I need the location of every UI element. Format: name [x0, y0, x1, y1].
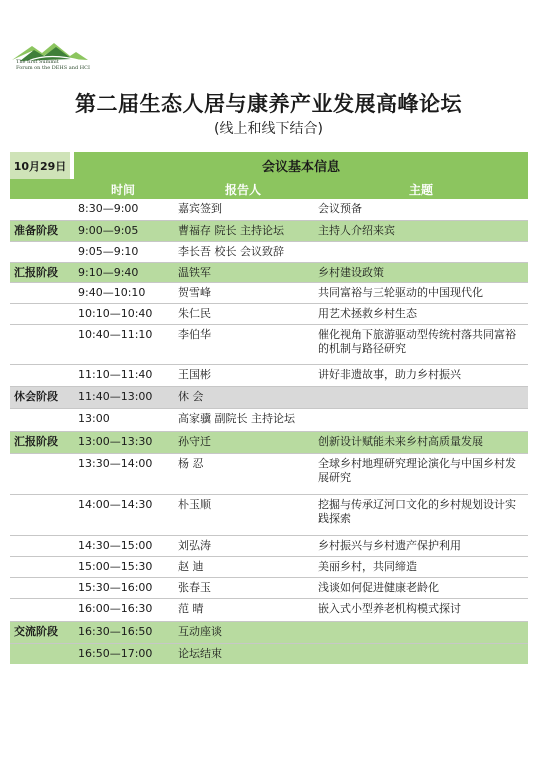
page-title: 第二届生态人居与康养产业发展高峰论坛 — [75, 92, 462, 116]
speaker-cell: 范 晴 — [178, 602, 204, 615]
topic-cell — [314, 242, 528, 262]
time-cell: 8:30—9:00 — [78, 202, 139, 215]
speaker-cell: 互动座谈 — [178, 625, 222, 638]
speaker-cell: 休 会 — [178, 390, 204, 403]
topic-cell — [314, 644, 528, 664]
table-row — [10, 622, 528, 643]
logo-line-2: Forum on the DEHS and HCI — [16, 65, 90, 71]
speaker-cell: 李伯华 — [178, 328, 211, 341]
speaker-cell: 刘弘涛 — [178, 539, 211, 552]
table-row — [10, 304, 528, 324]
stage-cell — [10, 304, 74, 324]
stage-cell: 准备阶段 — [14, 224, 58, 237]
time-cell: 15:30—16:00 — [78, 581, 153, 594]
table-row — [10, 283, 528, 303]
stage-cell — [10, 578, 74, 598]
speaker-cell: 杨 忍 — [178, 457, 204, 470]
time-column-header: 时间 — [110, 182, 135, 197]
forum-logo — [10, 40, 90, 80]
stage-cell: 休会阶段 — [14, 390, 58, 403]
topic-cell — [314, 409, 528, 431]
speaker-column-header: 报告人 — [224, 182, 261, 197]
time-cell: 9:40—10:10 — [78, 286, 146, 299]
time-cell: 16:50—17:00 — [78, 647, 153, 660]
stage-cell — [10, 409, 74, 431]
time-cell: 9:05—9:10 — [78, 245, 139, 258]
table-row — [10, 199, 528, 220]
stage-cell — [10, 454, 74, 494]
table-row — [10, 536, 528, 556]
speaker-cell: 朴玉顺 — [178, 498, 211, 511]
speaker-cell: 高家骥 副院长 主持论坛 — [178, 412, 295, 425]
speaker-cell: 温铁军 — [178, 266, 211, 279]
stage-cell — [10, 199, 74, 220]
time-cell: 16:30—16:50 — [78, 625, 153, 638]
stage-cell — [10, 557, 74, 577]
topic-cell: 浅谈如何促进健康老龄化 — [318, 581, 439, 594]
table-row — [10, 644, 528, 664]
date-label: 10月29日 — [10, 152, 70, 179]
table-row — [10, 242, 528, 262]
time-cell: 11:10—11:40 — [78, 368, 153, 381]
stage-column-header — [10, 179, 74, 199]
topic-cell: 催化视角下旅游驱动型传统村落共同富裕的机制与路径研究 — [318, 328, 516, 355]
stage-cell — [10, 599, 74, 621]
table-row — [10, 263, 528, 282]
stage-cell — [10, 325, 74, 364]
topic-cell: 创新设计赋能未来乡村高质量发展 — [318, 435, 483, 448]
topic-cell: 美丽乡村，共同缔造 — [318, 560, 417, 573]
logo-line-1: The first Summit — [16, 59, 59, 65]
stage-cell: 汇报阶段 — [14, 266, 58, 279]
logo-text — [16, 59, 96, 71]
topic-cell: 讲好非遗故事，助力乡村振兴 — [318, 368, 461, 381]
time-cell: 13:30—14:00 — [78, 457, 153, 470]
time-cell: 10:40—11:10 — [78, 328, 153, 341]
stage-cell — [10, 644, 74, 664]
table-row — [10, 432, 528, 453]
topic-cell: 嵌入式小型养老机构模式探讨 — [318, 602, 461, 615]
section-title: 会议基本信息 — [74, 152, 528, 179]
table-row — [10, 557, 528, 577]
topic-cell — [314, 622, 528, 643]
topic-cell: 乡村振兴与乡村遗产保护利用 — [318, 539, 461, 552]
schedule-table — [10, 152, 528, 664]
table-row — [10, 495, 528, 535]
stage-cell — [10, 242, 74, 262]
time-cell: 11:40—13:00 — [78, 390, 153, 403]
topic-cell: 全球乡村地理研究理论演化与中国乡村发展研究 — [318, 457, 516, 484]
speaker-cell: 赵 迪 — [178, 560, 204, 573]
speaker-cell: 朱仁民 — [178, 307, 211, 320]
time-cell: 13:00—13:30 — [78, 435, 153, 448]
time-cell: 15:00—15:30 — [78, 560, 153, 573]
topic-cell: 主持人介绍来宾 — [318, 224, 395, 237]
speaker-cell: 张春玉 — [178, 581, 211, 594]
speaker-cell: 嘉宾签到 — [178, 202, 222, 215]
time-cell: 14:30—15:00 — [78, 539, 153, 552]
column-header-row — [10, 179, 528, 199]
stage-cell — [10, 495, 74, 535]
time-cell: 10:10—10:40 — [78, 307, 153, 320]
speaker-cell: 贺雪峰 — [178, 286, 211, 299]
topic-cell: 挖掘与传承辽河口文化的乡村规划设计实践探索 — [318, 498, 516, 525]
stage-cell — [10, 283, 74, 303]
speaker-cell: 李长吾 校长 会议致辞 — [178, 245, 284, 258]
stage-cell — [10, 365, 74, 386]
stage-cell: 交流阶段 — [14, 625, 58, 638]
table-row — [10, 578, 528, 598]
table-row — [10, 325, 528, 364]
topic-column-header: 主题 — [408, 182, 433, 197]
table-row — [10, 409, 528, 431]
topic-cell: 用艺术拯救乡村生态 — [318, 307, 417, 320]
schedule-header-bar — [10, 152, 528, 179]
table-row — [10, 599, 528, 621]
time-cell: 14:00—14:30 — [78, 498, 153, 511]
time-cell: 13:00 — [78, 412, 110, 425]
time-cell: 9:10—9:40 — [78, 266, 139, 279]
topic-cell: 共同富裕与三轮驱动的中国现代化 — [318, 286, 483, 299]
time-cell: 9:00—9:05 — [78, 224, 139, 237]
table-row — [10, 221, 528, 241]
topic-cell — [314, 387, 528, 408]
speaker-cell: 论坛结束 — [178, 647, 222, 660]
table-row — [10, 454, 528, 494]
page-subtitle: (线上和线下结合) — [214, 121, 323, 137]
speaker-cell: 孙守迁 — [178, 435, 211, 448]
topic-cell: 会议预备 — [318, 202, 362, 215]
topic-cell: 乡村建设政策 — [318, 266, 384, 279]
speaker-cell: 曹福存 院长 主持论坛 — [178, 224, 284, 237]
time-cell: 16:00—16:30 — [78, 602, 153, 615]
stage-cell — [10, 536, 74, 556]
table-row — [10, 365, 528, 386]
schedule-rows — [10, 199, 528, 664]
stage-cell: 汇报阶段 — [14, 435, 58, 448]
table-row — [10, 387, 528, 408]
speaker-cell: 王国彬 — [178, 368, 211, 381]
